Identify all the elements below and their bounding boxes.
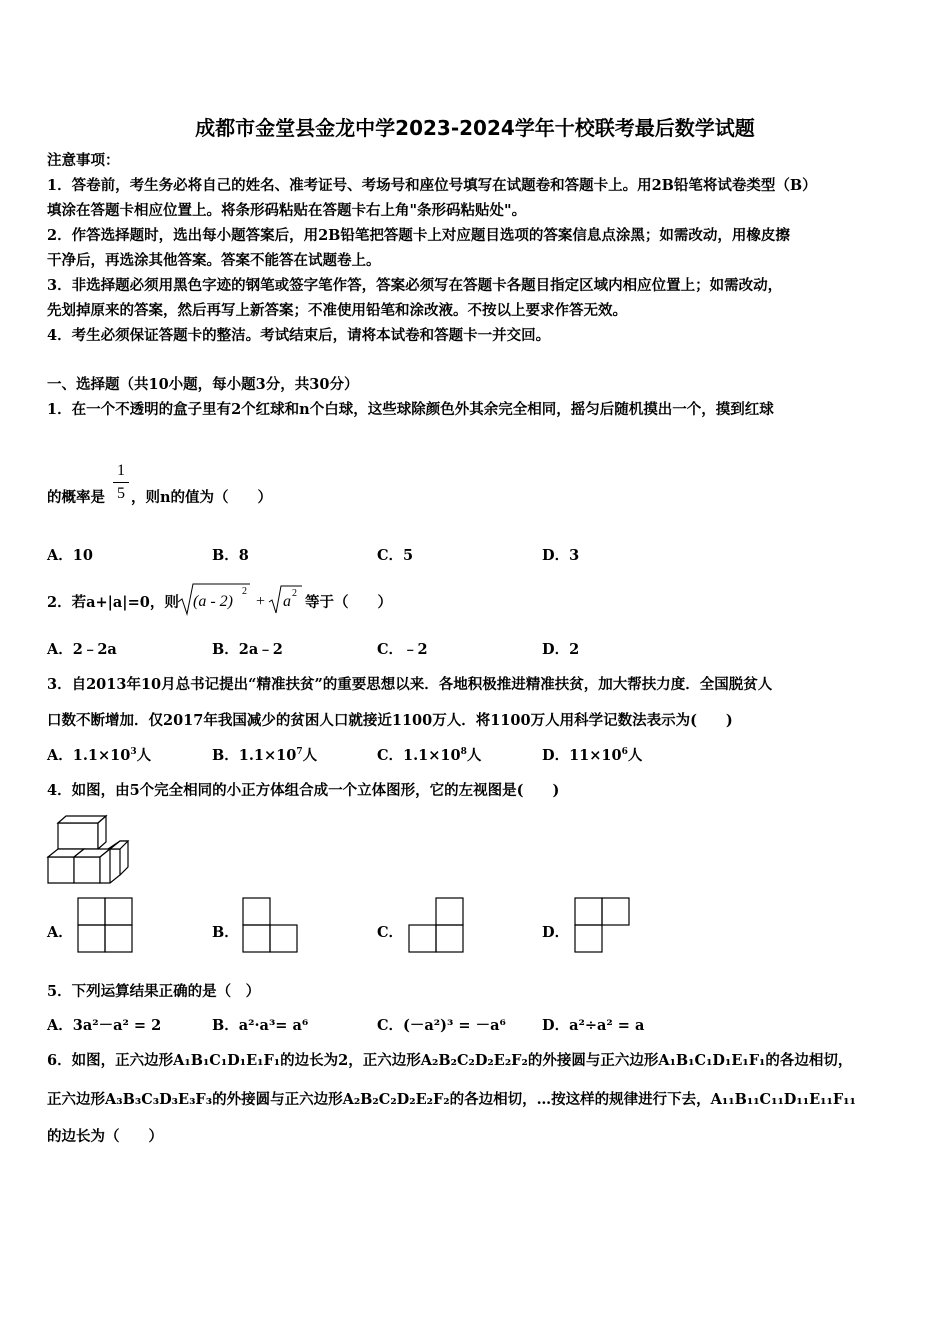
q3-option-d: D．$11\times 10^6$人 [542, 747, 643, 764]
q4-option-d-figure [574, 897, 630, 953]
q2-plus: + [256, 593, 266, 610]
q4-option-b-figure [242, 897, 298, 953]
q4-option-b: B． [212, 924, 239, 941]
q1-stem-cont-a: 的概率是 [47, 489, 105, 506]
q4-option-d: D． [542, 924, 570, 941]
q5-stem: 5．下列运算结果正确的是（ ） [47, 983, 261, 1000]
q5-option-b: B．a²·a³= a⁶ [212, 1017, 309, 1034]
q2-option-b: B．2a﹣2 [212, 641, 283, 658]
q1-stem-cont-b: ，则n的值为（ ） [131, 489, 273, 506]
q4-option-c: C． [377, 924, 404, 941]
q2-radical-expression [178, 582, 306, 618]
q2-option-d: D．2 [542, 641, 580, 658]
q2-expr-a: (a - 2) [193, 593, 233, 610]
notice-item-2: 2．作答选择题时，选出每小题答案后，用2B铅笔把答题卡上对应题目选项的答案信息点涂黑；如需改动，用橡皮擦 [47, 227, 790, 244]
q1-option-d: D．3 [542, 547, 580, 564]
q4-option-a: A． [47, 924, 73, 941]
q3-option-b: B．$1.1\times 10^7$人 [212, 747, 318, 764]
q4-option-c-figure [408, 897, 464, 953]
q6-stem: 6．如图，正六边形A₁B₁C₁D₁E₁F₁的边长为2，正六边形A₂B₂C₂D₂E₂F₂的外接圆与正六边形A₁B₁C₁D₁E₁F₁的各边相切， [47, 1052, 853, 1069]
q4-option-a-figure [77, 897, 133, 953]
notice-item-4: 4．考生必须保证答题卡的整洁。考试结束后，请将本试卷和答题卡一并交回。 [47, 327, 551, 344]
q6-stem-cont: 正六边形A₃B₃C₃D₃E₃F₃的外接圆与正六边形A₂B₂C₂D₂E₂F₂的各边相切，…按这样的规律进行下去，A₁₁B₁₁C₁₁D₁₁E₁₁F₁₁ [47, 1091, 856, 1108]
notice-item-1: 1．答卷前，考生务必将自己的姓名、准考证号、考场号和座位号填写在试题卷和答题卡上。用2B铅笔将试卷类型（B） [47, 177, 817, 194]
q4-cube-figure [46, 815, 130, 887]
q3-stem-cont: 口数不断增加．仅2017年我国减少的贫困人口就接近1100万人．将1100万人用科学记数法表示为( ) [47, 712, 733, 729]
notice-item-2-cont: 干净后，再选涂其他答案。答案不能答在试题卷上。 [47, 252, 381, 269]
q2-stem-a: 2．若a+|a|=0，则 [47, 594, 179, 611]
fraction-numerator: 1 [117, 462, 125, 479]
fraction-denominator: 5 [117, 485, 125, 502]
q4-stem: 4．如图，由5个完全相同的小正方体组合成一个立体图形，它的左视图是( ) [47, 782, 560, 799]
q2-option-c: C．﹣2 [377, 641, 428, 658]
q1-option-c: C．5 [377, 547, 414, 564]
q2-option-a: A．2﹣2a [47, 641, 117, 658]
q1-fraction [113, 462, 129, 503]
q6-stem-cont-2: 的边长为（ ） [47, 1128, 163, 1145]
q1-option-a: A．10 [47, 547, 93, 564]
q3-option-c: C．$1.1\times 10^8$人 [377, 747, 482, 764]
q1-stem: 1．在一个不透明的盒子里有2个红球和n个白球，这些球除颜色外其余完全相同，摇匀后随机摸出一个，摸到红球 [47, 401, 774, 418]
q5-option-d: D．a²÷a² = a [542, 1017, 645, 1034]
page-title: 成都市金堂县金龙中学2023-2024学年十校联考最后数学试题 [195, 116, 755, 140]
q2-expr-a-exponent: 2 [242, 586, 247, 597]
notice-item-3: 3．非选择题必须用黑色字迹的钢笔或签字笔作答，答案必须写在答题卡各题目指定区域内相应位置上；如需改动， [47, 277, 783, 294]
notice-item-3-cont: 先划掉原来的答案，然后再写上新答案；不准使用铅笔和涂改液。不按以上要求作答无效。 [47, 302, 627, 319]
q2-stem-b: 等于（ ） [305, 594, 392, 611]
q2-expr-b-exponent: 2 [292, 588, 297, 599]
q3-stem: 3．自2013年10月总书记提出“精准扶贫”的重要思想以来．各地积极推进精准扶贫，加大帮扶力度．全国脱贫人 [47, 676, 773, 693]
q5-option-a: A．3a²－a² = 2 [47, 1017, 162, 1034]
section-heading: 一、选择题（共10小题，每小题3分，共30分） [47, 376, 359, 393]
q2-expr-b: a [283, 593, 291, 610]
q5-option-c: C．(－a²)³ = －a⁶ [377, 1017, 506, 1034]
q3-option-a: A．$1.1\times 10^3$人 [47, 747, 152, 764]
notice-heading: 注意事项： [47, 152, 120, 169]
notice-item-1-cont: 填涂在答题卡相应位置上。将条形码粘贴在答题卡右上角"条形码粘贴处"。 [47, 202, 527, 219]
q1-option-b: B．8 [212, 547, 249, 564]
